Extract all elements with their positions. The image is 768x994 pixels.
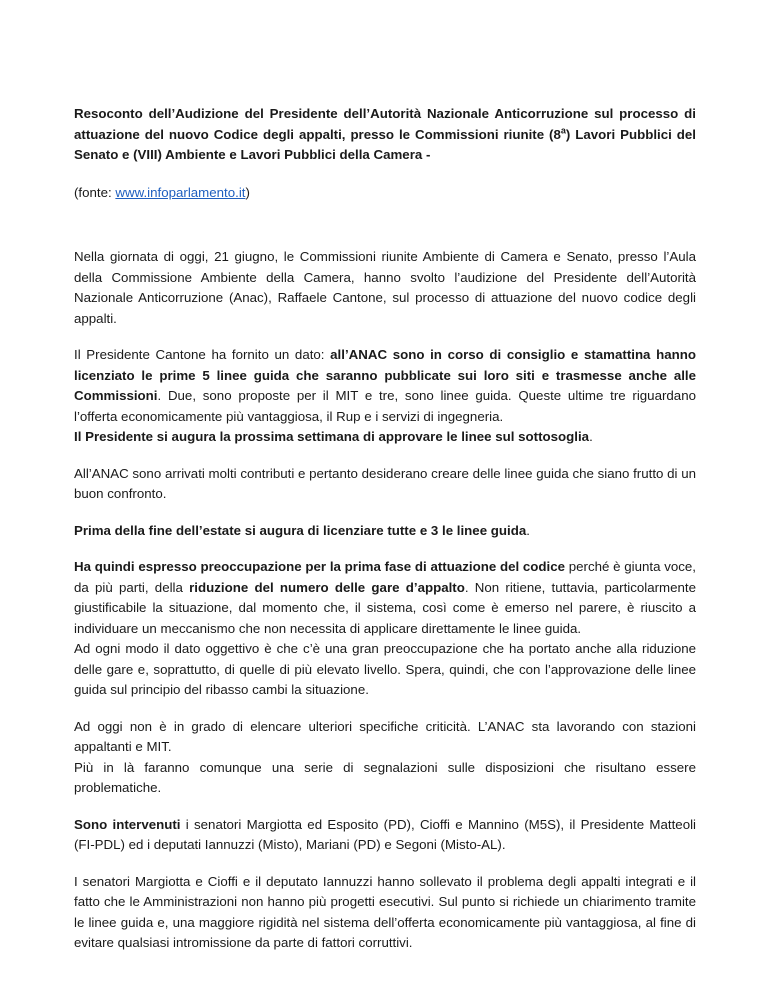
p7-bold-a: Sono intervenuti	[74, 816, 181, 832]
document-title	[74, 104, 696, 166]
source-line	[74, 183, 696, 204]
p6-text-a: Ad oggi non è in grado di elencare ulteriori specifiche criticità. L’ANAC sta lavorando con stazioni appaltanti e MIT.	[74, 718, 696, 754]
p4-bold-a: Prima della fine dell’estate si augura di licenziare tutte e 3 le linee guida	[74, 522, 527, 538]
title-superscript: a	[560, 125, 566, 136]
p6-text-b: Più in là faranno comunque una serie di segnalazioni sulle disposizioni che risultano essere problematiche.	[74, 759, 696, 795]
p4-text-b: .	[526, 522, 530, 538]
p5-bold-a: Ha quindi espresso preoccupazione per la prima fase di attuazione del codice	[74, 559, 566, 574]
paragraph-cantone-data	[74, 345, 696, 448]
paragraph-speakers	[74, 815, 696, 856]
p5-text-b: perché è giunta voce, da più parti, della	[74, 559, 696, 595]
title-text-2: ) Lavori Pubblici del Senato e (VIII) Ambiente e Lavori Pubblici della Camera -	[74, 126, 696, 162]
p5-bold-c: riduzione del numero delle gare d’appalto	[189, 579, 465, 595]
paragraph-concern	[74, 557, 696, 701]
source-suffix: )	[245, 184, 250, 200]
source-link[interactable]: www.infoparlamento.it	[115, 184, 246, 200]
p2-text-c: . Due, sono proposte per il MIT e tre, sono linee guida. Queste ultime tre riguardano l’offerta economicamente più vantaggiosa, il Rup e i servizi di ingegneria.	[74, 388, 696, 424]
source-prefix: (fonte:	[74, 184, 116, 200]
paragraph-integrated-contracts: I senatori Margiotta e Cioffi e il deputato Iannuzzi hanno sollevato il problema degli appalti integrati e il fatto che le Amministrazioni non hanno più progetti esecutivi. Sul punto si richiede un chiarimento tramite le linee guida e, una maggiore rigidità nel sistema dell’offerta economicamente più vantaggiosa, al fine di evitare qualsiasi intromissione da parte di fattori corruttivi.	[74, 873, 696, 950]
paragraph-intro: Nella giornata di oggi, 21 giugno, le Commissioni riunite Ambiente di Camera e Senato, presso l’Aula della Commissione Ambiente della Camera, hanno svolto l’audizione del Presidente dell’Autorità Nazionale Anticorruzione (Anac), Raffaele Cantone, sul processo di attuazione del nuovo codice degli appalti.	[74, 249, 696, 326]
p5-text-e: Ad ogni modo il dato oggettivo è che c’è una gran preoccupazione che ha portato anche alla riduzione delle gare e, soprattutto, di quelle di più elevato livello. Spera, quindi, che con l’approvazione delle linee guida sul principio del ribasso cambi la situazione.	[74, 641, 696, 697]
document-page	[74, 104, 696, 970]
paragraph-contributions: All’ANAC sono arrivati molti contributi e pertanto desiderano creare delle linee guida che siano frutto di un buon confronto.	[74, 465, 696, 501]
paragraph-criticalities	[74, 717, 696, 799]
p2-bold-d: Il Presidente si augura la prossima settimana di approvare le linee sul sottosoglia	[74, 429, 590, 444]
paragraph-summer-goal	[74, 521, 696, 542]
p5-text-d: . Non ritiene, tuttavia, particolarmente giustificabile la situazione, dal momento che, il sistema, così come è emerso nel parere, è riuscito a individuare un meccanismo che non necessita di applicare direttamente le linee guida.	[74, 579, 697, 636]
p2-text-a: Il Presidente Cantone ha fornito un dato:	[74, 347, 331, 362]
p7-text-b: i senatori Margiotta ed Esposito (PD), Cioffi e Mannino (M5S), il Presidente Matteoli (FI-PDL) ed i deputati Iannuzzi (Misto), Mariani (PD) e Segoni (Misto-AL).	[74, 816, 696, 852]
p2-bold-b: all’ANAC sono in corso di consiglio e stamattina hanno licenziato le prime 5 linee guida che saranno pubblicate sui loro siti e trasmesse anche alle Commissioni	[74, 347, 696, 403]
p2-text-e: .	[589, 429, 593, 444]
title-text-1: Resoconto dell’Audizione del Presidente dell’Autorità Nazionale Anticorruzione sul processo di attuazione del nuovo Codice degli appalti, presso le Commissioni riunite (8	[74, 106, 696, 142]
